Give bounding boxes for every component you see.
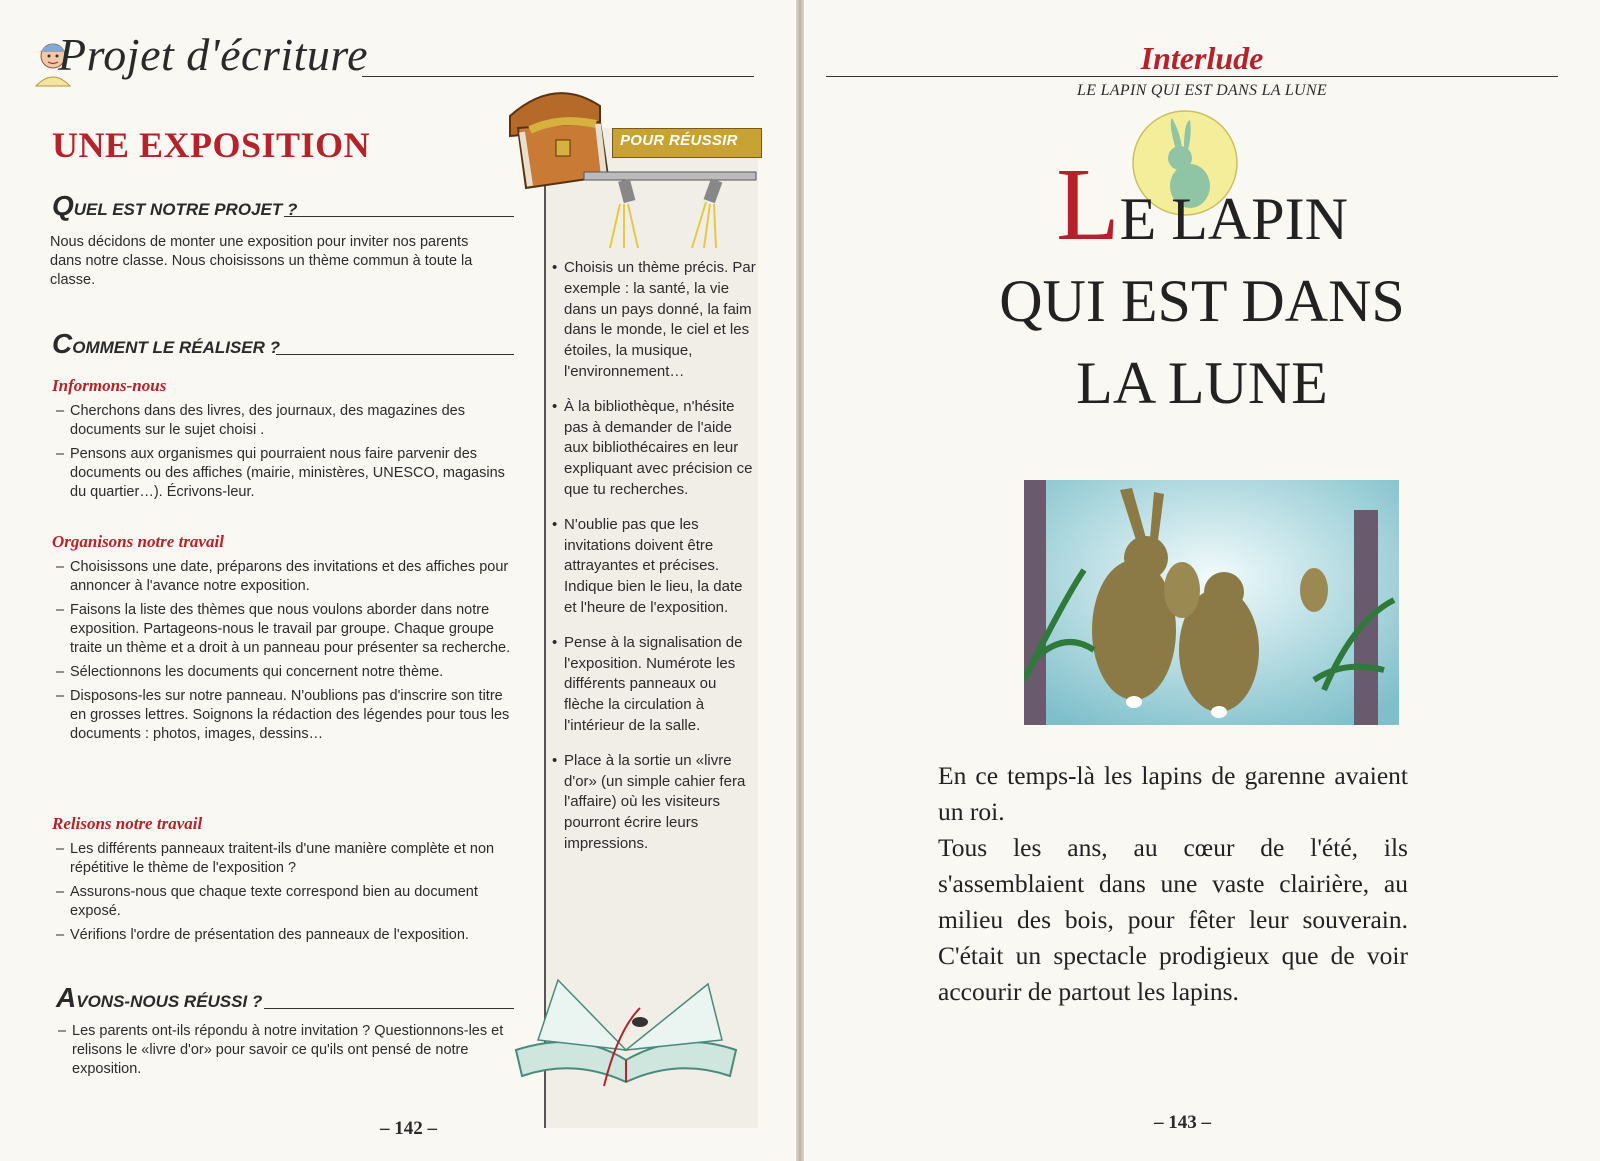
interlude-subtitle: LE LAPIN QUI EST DANS LA LUNE [1077,82,1327,99]
list-reussi [54,1022,524,1084]
list-organisons [52,558,522,749]
list-item: – Choisissons une date, préparons des invitations et des affiches pour annoncer à l'avance notre exposition. [52,558,522,596]
subheading-organisons: Organisons notre travail [52,532,224,551]
subheading-informons: Informons-nous [52,376,167,395]
story-text [938,758,1408,1010]
tips-tag-label: POUR RÉUSSIR [620,132,738,149]
tip-item: • À la bibliothèque, n'hésite pas à demander de l'aide aux bibliothécaires en leur expliquant avec précision ce que tu recherches. [552,397,758,501]
tip-item: • Choisis un thème précis. Par exemple : la santé, la vie dans un pays donné, la faim dans le monde, le ciel et les étoiles, la musique, l'environnement… [552,258,758,383]
tips-list [552,258,758,869]
page-number: – 143 – [1154,1112,1211,1133]
tip-item: • Pense à la signalisation de l'exposition. Numérote les différents panneaux ou flèche la circulation à l'intérieur de la salle. [552,633,758,737]
list-item: – Les parents ont-ils répondu à notre invitation ? Questionnons-les et relisons le «livre d'or» pour savoir ce qu'ils ont pensé de notre exposition. [54,1022,524,1079]
list-item: – Faisons la liste des thèmes que nous voulons aborder dans notre exposition. Partageons-nous le travail par groupe. Chaque groupe traite un thème et a droit à un panneau pour présenter sa recherche. [52,601,522,658]
tip-item: • Place à la sortie un «livre d'or» (un simple cahier fera l'affaire) où les visiteurs pourront écrire leurs impressions. [552,751,758,855]
section-rule [264,1008,514,1009]
main-title: UNE EXPOSITION [52,125,371,165]
section-heading-reussi: AVONS-NOUS RÉUSSI ? [56,982,263,1013]
header-rule [826,76,1558,77]
left-page [0,0,796,1161]
list-item: – Pensons aux organismes qui pourraient nous faire parvenir des documents ou des affiches (mairie, ministères, UNESCO, magasins du quartier…). Écrivons-leur. [52,445,522,502]
section-rule [276,354,514,355]
section-heading-realiser: COMMENT LE RÉALISER ? [52,328,281,359]
section-rule [284,216,514,217]
spotlights-icon [580,168,760,252]
section-projet-text: Nous décidons de monter une exposition pour inviter nos parents dans notre classe. Nous choisissons un thème commun à toute la classe. [50,234,473,288]
rabbits-illustration [1024,480,1399,725]
list-relisons [52,840,522,950]
interlude-title: Interlude [1140,40,1264,76]
right-page [804,0,1600,1161]
drop-cap: L [1056,147,1120,262]
list-informons [52,402,522,507]
story-title: LE LAPIN QUI EST DANS LA LUNE [999,147,1405,416]
section-heading-projet: QUEL EST NOTRE PROJET ? [52,190,298,221]
list-item: – Les différents panneaux traitent-ils d'une manière complète et non répétitive le thème de l'exposition ? [52,840,522,878]
list-item: – Cherchons dans des livres, des journaux, des magazines des documents sur le sujet choisi . [52,402,522,440]
subheading-relisons: Relisons notre travail [52,814,203,833]
list-item: – Sélectionnons les documents qui concernent notre thème. [52,663,522,682]
list-item: – Assurons-nous que chaque texte correspond bien au document exposé. [52,883,522,921]
page-header-title: Projet d'écriture [58,29,369,80]
list-item: – Disposons-les sur notre panneau. N'oublions pas d'inscrire son titre en grosses lettres. Soignons la rédaction des légendes pour tous les documents : photos, images, dessins… [52,687,522,744]
page-number: – 142 – [380,1118,437,1139]
story-paragraph: En ce temps-là les lapins de garenne avaient un roi. [938,761,1408,826]
tip-item: • N'oublie pas que les invitations doivent être attrayantes et précises. Indique bien le lieu, la date et l'heure de l'exposition. [552,515,758,619]
story-paragraph: Tous les ans, au cœur de l'été, ils s'assemblaient dans une vaste clairière, au milieu des bois, pour fêter leur souverain. C'était un spectacle prodigieux que de voir accourir de partout les lapins. [938,833,1408,1006]
list-item: – Vérifions l'ordre de présentation des panneaux de l'exposition. [52,926,522,945]
open-book-icon [508,970,744,1090]
